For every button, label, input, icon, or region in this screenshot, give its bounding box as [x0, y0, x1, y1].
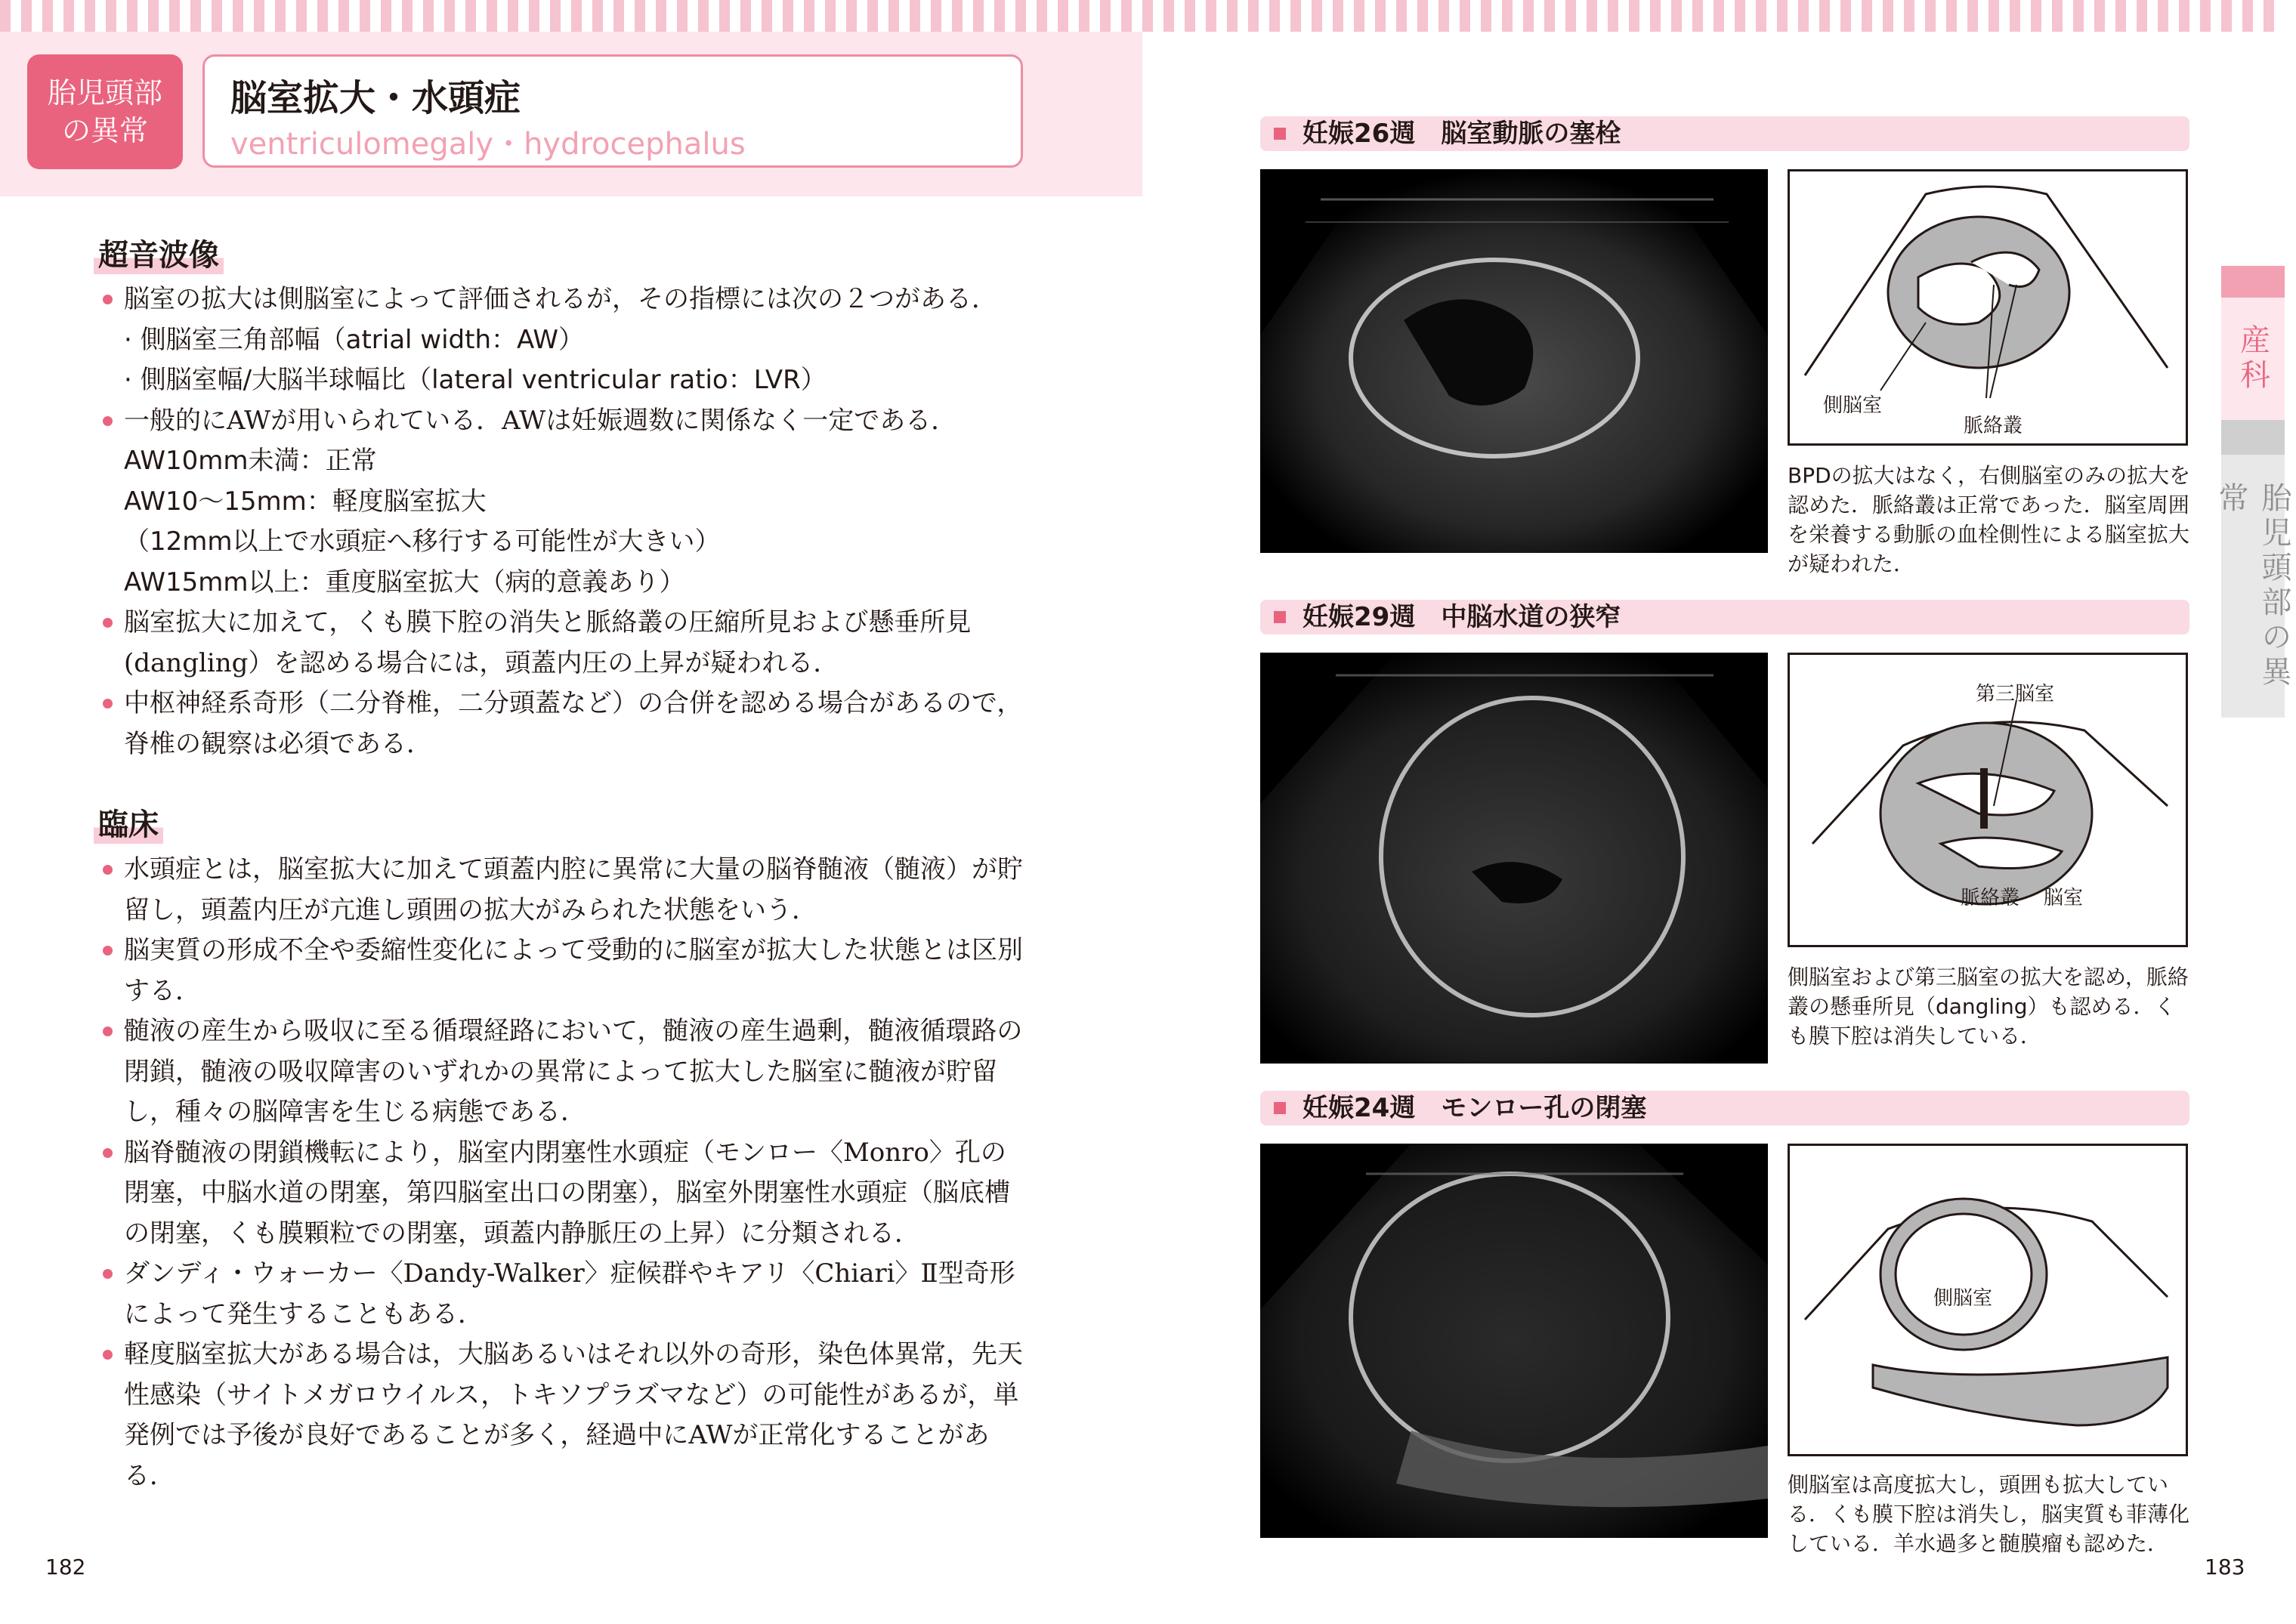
chapter-badge-line1: 胎児頭部 — [47, 76, 162, 110]
figure-heading-text: 妊娠29週 中脳水道の狭窄 — [1303, 602, 1621, 632]
side-tab-accent — [2221, 266, 2285, 298]
page-subtitle-english: ventriculomegaly・hydrocephalus — [230, 127, 746, 162]
figure-heading-2 — [1260, 600, 2189, 634]
page-title: 脳室拡大・水頭症 — [230, 77, 521, 119]
figure-heading-text: 妊娠24週 モンロー孔の閉塞 — [1303, 1093, 1647, 1123]
side-tab-divider — [2221, 420, 2285, 455]
schematic-diagram-3 — [1788, 1144, 2188, 1456]
square-bullet-icon — [1274, 1102, 1286, 1114]
schematic-illustration — [1790, 1146, 2186, 1454]
page-number-left: 182 — [45, 1555, 86, 1579]
list-item: 軽度脳室拡大がある場合は，大脳あるいはそれ以外の奇形，染色体異常，先天性感染（サイトメガロウイルス，トキソプラズマなど）の可能性があるが，単発例では予後が良好であることが多く，経過中にAWが正常化することがある． — [98, 1335, 1027, 1496]
diagram-label: 側脳室 — [1933, 1287, 1993, 1310]
schematic-diagram-1 — [1788, 169, 2188, 446]
figure-heading-1 — [1260, 116, 2189, 151]
title-box — [202, 54, 1023, 168]
schematic-illustration — [1790, 171, 2186, 443]
list-item: 脳実質の形成不全や委縮性変化によって受動的に脳室が拡大した状態とは区別する． — [98, 931, 1027, 1011]
list-item: 一般的にAWが用いられている．AWは妊娠週数に関係なく一定である． — [98, 401, 1027, 442]
list-item: AW10～15mm：軽度脳室拡大 — [124, 486, 487, 517]
diagram-label: 脳室 — [2044, 887, 2084, 909]
clinical-bullet-list — [98, 850, 1027, 1496]
list-item: AW15mm以上：重度脳室拡大（病的意義あり） — [124, 567, 685, 597]
figure-caption-1: BPDの拡大はなく，右側脳室のみの拡大を認めた．脈絡叢は正常であった．脳室周囲を栄養する動脈の血栓側性による脳室拡大が疑われた． — [1788, 463, 2191, 576]
page-number-right: 183 — [2205, 1555, 2245, 1579]
section-heading-ultrasound: 超音波像 — [94, 231, 224, 274]
figure-heading-text: 妊娠26週 脳室動脈の塞栓 — [1303, 119, 1621, 149]
diagram-label: 第三脳室 — [1976, 683, 2055, 705]
list-item: 髄液の産生から吸収に至る循環経路において，髄液の産生過剰，髄液循環路の閉鎖，髄液の吸収障害のいずれかの異常によって拡大した脳室に髄液が貯留し，種々の脳障害を生じる病態である． — [98, 1011, 1027, 1133]
list-item: 中枢神経系奇形（二分脊椎，二分頭蓋など）の合併を認める場合があるので，脊椎の観察は必須である． — [98, 684, 1027, 764]
schematic-illustration — [1790, 655, 2186, 945]
chapter-badge-line2: の異常 — [61, 114, 148, 147]
figure-heading-3 — [1260, 1091, 2189, 1125]
ultrasound-scan-graphic — [1260, 169, 1768, 553]
diagram-label: 側脳室 — [1823, 394, 1883, 417]
square-bullet-icon — [1274, 128, 1286, 140]
ultrasound-scan-graphic — [1260, 653, 1768, 1064]
list-item: ダンディ・ウォーカー〈Dandy-Walker〉症候群やキアリ〈Chiari〉Ⅱ型奇形によって発生することもある． — [98, 1254, 1027, 1335]
diagram-label: 脈絡叢 — [1961, 887, 2020, 909]
schematic-diagram-2 — [1788, 653, 2188, 947]
list-item: · 側脳室幅/大脳半球幅比（lateral ventricular ratio：LVR） — [124, 365, 827, 395]
section-heading-clinical: 臨床 — [94, 801, 163, 844]
list-item: 脳脊髄液の閉鎖機転により，脳室内閉塞性水頭症（モンロー〈Monro〉孔の閉塞，中脳水道の閉塞，第四脳室出口の閉塞），脳室外閉塞性水頭症（脳底槽の閉塞，くも膜顆粒での閉塞，頭蓋内静脈圧の上昇）に分類される． — [98, 1133, 1027, 1255]
list-item: 水頭症とは，脳室拡大に加えて頭蓋内腔に異常に大量の脳脊髄液（髄液）が貯留し，頭蓋内圧が亢進し頭囲の拡大がみられた状態をいう． — [98, 850, 1027, 931]
ultrasound-image-2 — [1260, 653, 1768, 1064]
diagram-label: 脈絡叢 — [1964, 415, 2023, 437]
side-tab-fetal-head[interactable]: 胎児頭部の異常 — [2221, 455, 2285, 718]
figure-caption-2: 側脳室および第三脳室の拡大を認め，脈絡叢の懸垂所見（dangling）も認める．くも膜下腔は消失している． — [1788, 965, 2189, 1048]
ultrasound-scan-graphic — [1260, 1144, 1768, 1538]
decorative-top-band — [0, 0, 2285, 32]
list-item: AW10mm未満：正常 — [124, 446, 377, 476]
ultrasound-image-3 — [1260, 1144, 1768, 1538]
list-item: 脳室の拡大は側脳室によって評価されるが，その指標には次の２つがある． — [98, 279, 1027, 320]
square-bullet-icon — [1274, 611, 1286, 623]
list-item: 脳室拡大に加えて，くも膜下腔の消失と脈絡叢の圧縮所見および懸垂所見(dangling）を認める場合には，頭蓋内圧の上昇が疑われる． — [98, 603, 1027, 684]
figure-caption-3: 側脳室は高度拡大し，頭囲も拡大している．くも膜下腔は消失し，脳実質も菲薄化している．羊水過多と髄膜瘤も認めた． — [1788, 1472, 2190, 1556]
side-tab-obstetrics[interactable]: 産科 — [2221, 298, 2285, 420]
list-item: （12mm以上で水頭症へ移行する可能性が大きい） — [124, 526, 721, 557]
ultrasound-bullet-list — [98, 279, 1027, 764]
list-item: · 側脳室三角部幅（atrial width：AW） — [124, 324, 585, 355]
ultrasound-image-1 — [1260, 169, 1768, 553]
chapter-badge — [27, 54, 183, 169]
